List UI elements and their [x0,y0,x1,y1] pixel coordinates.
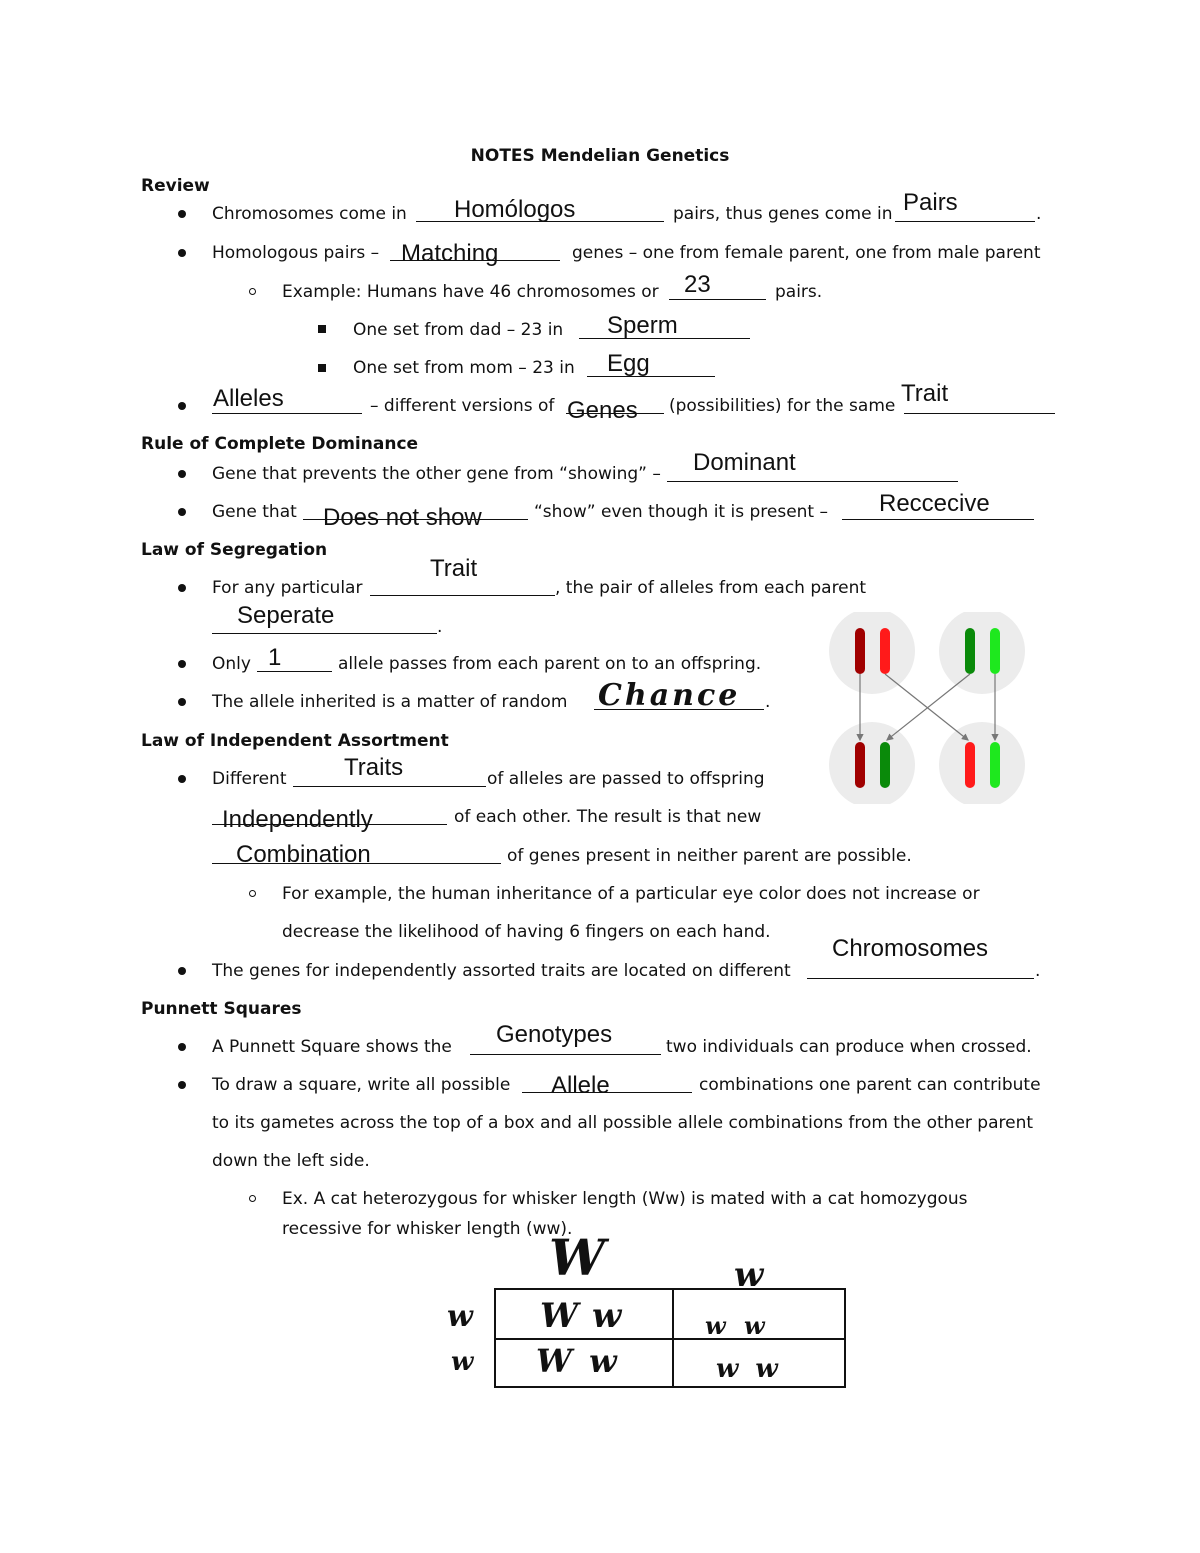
punnett-top-allele-1: W [549,1228,606,1287]
blank-line [807,978,1034,979]
segregation-line-1a: For any particular [212,578,363,598]
bullet-icon [178,1043,186,1051]
review-line-1b: pairs, thus genes come in [673,204,893,224]
punnett-cell-1-1: W w [540,1296,622,1336]
bullet-icon [178,698,186,706]
blank-line [667,481,958,482]
blank-line [212,413,362,414]
grid-line [496,1338,844,1340]
answer-homologos: Homólogos [454,196,576,223]
segregation-line-3a: The allele inherited is a matter of random [212,692,568,712]
gamete-cell-right [939,722,1025,804]
review-line-3b: pairs. [775,282,823,302]
independent-line-6a: The genes for independently assorted traits are located on different [212,961,791,981]
chromosome-dark-green [880,742,890,788]
answer-dominant: Dominant [693,449,796,476]
segregation-line-2b: allele passes from each parent on to an offspring. [338,654,762,674]
punnett-left-allele-1: w [447,1299,473,1334]
review-line-3a: Example: Humans have 46 chromosomes or [282,282,659,302]
bullet-icon [178,967,186,975]
bullet-icon [178,1081,186,1089]
answer-egg: Egg [607,350,650,377]
period: . [1036,204,1042,224]
punnett-line-2a: To draw a square, write all possible [212,1075,511,1095]
independent-line-2: of each other. The result is that new [454,807,762,827]
blank-line [212,633,437,634]
review-line-1a: Chromosomes come in [212,204,407,224]
parent-cell-green [939,612,1025,694]
bullet-icon [178,584,186,592]
punnett-line-3: to its gametes across the top of a box and all possible allele combinations from the other parent [212,1113,1034,1133]
review-line-2a: Homologous pairs – [212,243,380,263]
punnett-line-2b: combinations one parent can contribute [699,1075,1041,1095]
answer-sperm: Sperm [607,312,678,339]
answer-chromosomes: Chromosomes [832,935,989,962]
bullet-icon [178,249,186,257]
punnett-line-6: recessive for whisker length (ww). [282,1219,573,1239]
answer-does-not-show: Does not show [323,504,482,531]
answer-chance-handwritten: Chance [598,678,741,713]
independent-line-1b: of alleles are passed to offspring [487,769,765,789]
circle-bullet-icon [249,890,256,897]
bullet-icon [178,660,186,668]
review-line-5: One set from mom – 23 in [353,358,575,378]
blank-line [370,595,555,596]
bullet-icon [178,210,186,218]
chromosome-dark-red [855,628,865,674]
blank-line [669,299,766,300]
chromosome-red [965,742,975,788]
bullet-icon [178,775,186,783]
answer-pairs: Pairs [903,189,958,216]
chromosome-green [990,742,1000,788]
review-line-6b: (possibilities) for the same [669,396,896,416]
circle-bullet-icon [249,1195,256,1202]
punnett-cell-2-1: W w [536,1342,617,1380]
chromosome-dark-red [855,742,865,788]
dominance-line-2a: Gene that [212,502,297,522]
section-segregation: Law of Segregation [141,540,328,560]
chromosome-segregation-diagram [826,612,1028,804]
answer-reccecive: Reccecive [879,490,990,517]
square-bullet-icon [318,364,326,372]
square-bullet-icon [318,325,326,333]
punnett-line-1a: A Punnett Square shows the [212,1037,452,1057]
bullet-icon [178,402,186,410]
answer-traits: Traits [344,754,404,781]
bullet-icon [178,508,186,516]
punnett-cell-1-2: w w [705,1311,765,1340]
punnett-line-4: down the left side. [212,1151,370,1171]
chromosome-dark-green [965,628,975,674]
punnett-line-1b: two individuals can produce when crossed. [666,1037,1032,1057]
blank-line [842,519,1034,520]
answer-genes: Genes [567,397,638,424]
independent-line-3: of genes present in neither parent are possible. [507,846,912,866]
answer-combination: Combination [236,841,371,868]
chromosome-red [880,628,890,674]
answer-matching: Matching [401,240,499,267]
circle-bullet-icon [249,288,256,295]
period: . [765,692,771,712]
answer-alleles: Alleles [213,385,284,412]
chromosome-green [990,628,1000,674]
answer-genotypes: Genotypes [496,1021,613,1048]
answer-seperate: Seperate [237,602,335,629]
parent-cell-red [829,612,915,694]
section-punnett-squares: Punnett Squares [141,999,302,1019]
page-title: NOTES Mendelian Genetics [470,146,730,166]
gamete-cell-left [829,722,915,804]
period: . [1035,961,1041,981]
punnett-top-allele-2: w [734,1255,764,1295]
blank-line [895,221,1035,222]
blank-line [470,1054,661,1055]
answer-one: 1 [268,644,282,671]
independent-line-4: For example, the human inheritance of a particular eye color does not increase or [282,884,980,904]
review-line-6a: – different versions of [370,396,555,416]
segregation-line-2a: Only [212,654,251,674]
answer-trait-2: Trait [430,555,478,582]
section-independent-assortment: Law of Independent Assortment [141,731,449,751]
section-review: Review [141,176,210,196]
answer-23: 23 [684,271,711,298]
punnett-cell-2-2: w w [716,1354,778,1384]
blank-line [904,413,1055,414]
punnett-left-allele-2: w [451,1347,474,1377]
section-complete-dominance: Rule of Complete Dominance [141,434,419,454]
segregation-line-1b: , the pair of alleles from each parent [555,578,867,598]
independent-line-1a: Different [212,769,287,789]
independent-line-5: decrease the likelihood of having 6 fingers on each hand. [282,922,771,942]
review-line-4: One set from dad – 23 in [353,320,564,340]
dominance-line-2b: “show” even though it is present – [534,502,828,522]
answer-allele: Allele [551,1072,610,1099]
answer-trait: Trait [901,380,949,407]
punnett-line-5: Ex. A cat heterozygous for whisker length (Ww) is mated with a cat homozygous [282,1189,968,1209]
bullet-icon [178,470,186,478]
period: . [437,617,443,637]
blank-line [293,786,486,787]
dominance-line-1: Gene that prevents the other gene from “showing” – [212,464,661,484]
review-line-2b: genes – one from female parent, one from male parent [572,243,1041,263]
answer-independently: Independently [222,806,373,833]
